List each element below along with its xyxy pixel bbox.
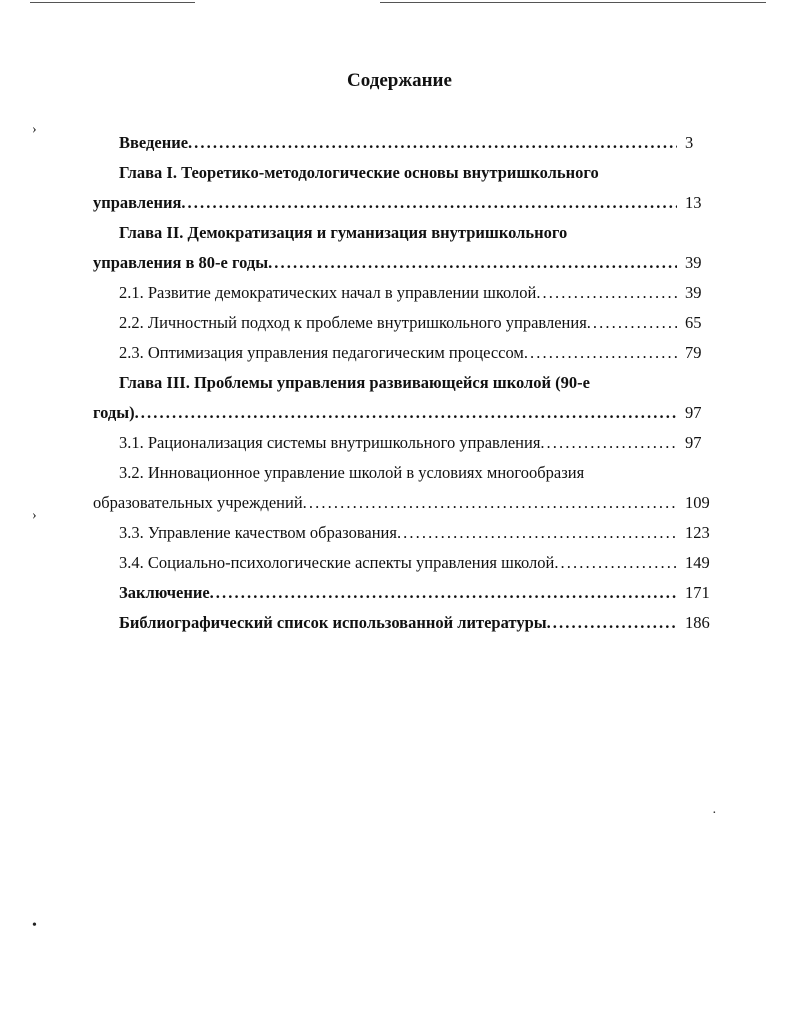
toc-entry-text: 3.1. Рационализация системы внутришкольного управления. bbox=[119, 433, 545, 452]
toc-entry bbox=[93, 158, 723, 188]
toc-leader bbox=[403, 518, 677, 548]
toc-page-number: 13 bbox=[685, 193, 702, 212]
toc-page-number: 65 bbox=[685, 313, 702, 332]
toc-leader bbox=[561, 548, 678, 578]
toc-page-number: 79 bbox=[685, 343, 702, 362]
toc-leader bbox=[188, 188, 677, 218]
toc-entry-continuation bbox=[93, 188, 723, 218]
toc-entry-text: Глава II. Демократизация и гуманизация внутришкольного bbox=[119, 223, 568, 242]
toc-page-number: 186 bbox=[685, 613, 710, 632]
toc-entry bbox=[93, 578, 723, 608]
toc-entry bbox=[93, 548, 723, 578]
toc-page-number: 97 bbox=[685, 433, 702, 452]
toc-leader bbox=[553, 608, 677, 638]
toc-leader bbox=[194, 128, 677, 158]
toc-entry-text: Глава I. Теоретико-методологические основы внутришкольного bbox=[119, 163, 599, 182]
toc-leader bbox=[216, 578, 677, 608]
toc-entry bbox=[93, 128, 723, 158]
toc-entry bbox=[93, 428, 723, 458]
toc-entry-text: 3.3. Управление качеством образования. bbox=[119, 523, 402, 542]
toc-entry-text: 2.3. Оптимизация управления педагогическим процессом. bbox=[119, 343, 528, 362]
toc-entry-text: 3.2. Инновационное управление школой в условиях многообразия bbox=[119, 463, 585, 482]
toc-entry bbox=[93, 518, 723, 548]
toc-leader bbox=[542, 278, 677, 308]
toc-leader bbox=[547, 428, 677, 458]
scan-top-line bbox=[30, 2, 195, 3]
toc-entry-text: годы). bbox=[93, 403, 139, 422]
toc-entry-text: 3.4. Социально-психологические аспекты управления школой. bbox=[119, 553, 559, 572]
toc-page-number: 3 bbox=[685, 133, 694, 152]
toc-page-number: 149 bbox=[685, 553, 710, 572]
toc-entry-text: Библиографический список использованной литературы. bbox=[119, 613, 551, 632]
toc-page-number: 39 bbox=[685, 283, 702, 302]
page-title: Содержание bbox=[347, 70, 452, 91]
toc-page-number: 123 bbox=[685, 523, 710, 542]
toc-leader bbox=[274, 248, 677, 278]
toc-entry bbox=[93, 608, 723, 638]
toc-page-number: 97 bbox=[685, 403, 702, 422]
toc-entry bbox=[93, 278, 723, 308]
toc-leader bbox=[141, 398, 677, 428]
toc-entry bbox=[93, 338, 723, 368]
toc-page-number: 109 bbox=[685, 493, 710, 512]
toc-entry-text: Введение. bbox=[119, 133, 193, 152]
toc-entry-text: управления в 80-е годы. bbox=[93, 253, 273, 272]
toc-entry-text: образовательных учреждений. bbox=[93, 493, 307, 512]
toc-entry-continuation bbox=[93, 488, 723, 518]
toc-entry-text: Глава III. Проблемы управления развивающейся школой (90-е bbox=[119, 373, 590, 392]
toc-entry bbox=[93, 458, 723, 488]
toc-entry-text: Заключение. bbox=[119, 583, 214, 602]
toc-entry-text: управления. bbox=[93, 193, 186, 212]
scan-mark: • bbox=[32, 918, 37, 933]
toc-entry bbox=[93, 308, 723, 338]
toc-leader bbox=[593, 308, 677, 338]
scan-mark: › bbox=[32, 122, 37, 137]
scan-mark: › bbox=[32, 508, 37, 523]
toc-leader bbox=[309, 488, 677, 518]
scan-mark: · bbox=[712, 806, 717, 821]
toc-entry bbox=[93, 218, 723, 248]
toc-page-number: 171 bbox=[685, 583, 710, 602]
toc-entry-text: 2.2. Личностный подход к проблеме внутришкольного управления. bbox=[119, 313, 591, 332]
toc-entry-text: 2.1. Развитие демократических начал в управлении школой. bbox=[119, 283, 541, 302]
toc-entry bbox=[93, 368, 723, 398]
scan-top-line bbox=[380, 2, 766, 3]
toc-leader bbox=[530, 338, 677, 368]
toc-page-number: 39 bbox=[685, 253, 702, 272]
toc-entry-continuation bbox=[93, 248, 723, 278]
table-of-contents bbox=[93, 128, 723, 638]
toc-entry-continuation bbox=[93, 398, 723, 428]
